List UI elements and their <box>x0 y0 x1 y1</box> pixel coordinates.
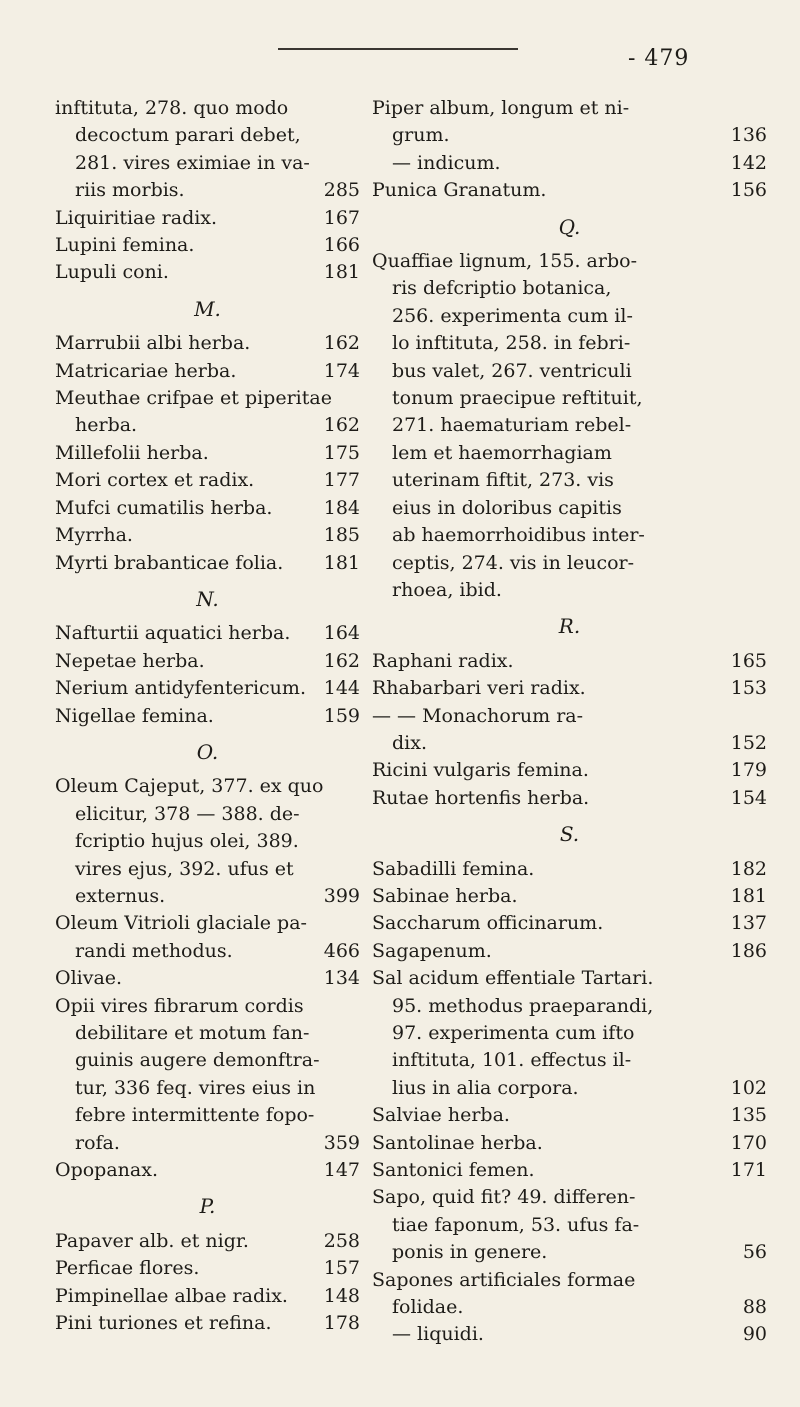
index-entry-continuation <box>372 550 767 577</box>
index-entry <box>55 910 360 937</box>
page-reference: 147 <box>323 1159 360 1182</box>
index-entry-continuation <box>55 1130 360 1157</box>
index-entry-continuation <box>372 1321 767 1348</box>
index-entry-continuation <box>55 1102 360 1129</box>
index-entry <box>55 648 360 675</box>
page-reference: 153 <box>730 677 767 700</box>
entry-text: Quaffiae lignum, 155. arbo- <box>372 250 637 273</box>
header-rule <box>278 48 518 50</box>
index-column-right <box>372 95 767 1349</box>
index-entry-continuation <box>372 122 767 149</box>
page-reference: 466 <box>323 939 360 962</box>
page-reference: 165 <box>730 649 767 672</box>
entry-text: Opopanax. <box>55 1159 158 1182</box>
index-entry <box>372 1102 767 1129</box>
entry-text: ab haemorrhoidibus inter- <box>392 524 645 547</box>
page-reference: 162 <box>323 649 360 672</box>
page-reference: 167 <box>323 206 360 229</box>
page-reference: 175 <box>323 441 360 464</box>
index-entry <box>55 1283 360 1310</box>
index-entry-continuation <box>372 993 767 1020</box>
index-entry <box>372 95 767 122</box>
entry-text: Opii vires fibrarum cordis <box>55 994 304 1017</box>
entry-text: — — Monachorum ra- <box>372 704 584 727</box>
page-reference: 135 <box>730 1104 767 1127</box>
index-entry <box>55 522 360 549</box>
entry-text: Sabinae herba. <box>372 884 518 907</box>
entry-text: Santolinae herba. <box>372 1131 543 1154</box>
index-entry <box>372 938 767 965</box>
index-entry-continuation <box>55 122 360 149</box>
entry-text: inftituta, 101. effectus il- <box>392 1049 632 1072</box>
index-entry-continuation <box>372 1239 767 1266</box>
page-reference: 178 <box>323 1312 360 1335</box>
page-reference: 142 <box>730 151 767 174</box>
index-entry <box>372 965 767 992</box>
index-entry-continuation <box>372 495 767 522</box>
section-letter: O. <box>196 739 219 764</box>
page-reference: 359 <box>323 1131 360 1154</box>
entry-text: guinis augere demonftra- <box>75 1049 320 1072</box>
entry-text: Marrubii albi herba. <box>55 332 251 355</box>
index-entry-continuation <box>55 1020 360 1047</box>
index-entry-continuation <box>55 412 360 439</box>
entry-text: Meuthae crifpae et piperitae <box>55 387 332 410</box>
index-entry <box>55 993 360 1020</box>
page-reference: 159 <box>323 704 360 727</box>
index-entry <box>372 1184 767 1211</box>
index-entry <box>372 1267 767 1294</box>
page-reference: 185 <box>323 524 360 547</box>
index-entry <box>55 232 360 259</box>
section-letter: P. <box>199 1194 216 1219</box>
entry-text: decoctum parari debet, <box>75 124 301 147</box>
page-reference: 182 <box>730 857 767 880</box>
entry-text: riis morbis. <box>75 179 185 202</box>
index-entry-continuation <box>372 1075 767 1102</box>
entry-text: febre intermittente fopo- <box>75 1104 315 1127</box>
index-entry-continuation <box>372 1020 767 1047</box>
page-reference: 157 <box>323 1257 360 1280</box>
page-reference: 56 <box>742 1241 767 1264</box>
index-entry-continuation <box>372 275 767 302</box>
entry-text: Pini turiones et refina. <box>55 1312 272 1335</box>
page-reference: 154 <box>730 786 767 809</box>
index-entry-continuation <box>55 883 360 910</box>
index-entry-continuation <box>372 1212 767 1239</box>
index-entry <box>372 675 767 702</box>
entry-text: Rutae hortenfis herba. <box>372 786 590 809</box>
page-reference: 174 <box>323 359 360 382</box>
index-entry <box>55 965 360 992</box>
entry-text: randi methodus. <box>75 939 233 962</box>
index-entry-continuation <box>55 1047 360 1074</box>
entry-text: herba. <box>75 414 138 437</box>
entry-text: Sal acidum effentiale Tartari. <box>372 967 654 990</box>
page-reference: 399 <box>323 884 360 907</box>
index-entry-continuation <box>372 440 767 467</box>
page-reference: 136 <box>730 124 767 147</box>
entry-text: Sapones artificiales formae <box>372 1268 636 1291</box>
entry-text: Mori cortex et radix. <box>55 469 255 492</box>
entry-text: Liquiritiae radix. <box>55 206 218 229</box>
index-entry <box>55 703 360 730</box>
entry-text: Sagapenum. <box>372 939 492 962</box>
index-entry <box>55 259 360 286</box>
entry-text: Ricini vulgaris femina. <box>372 759 589 782</box>
index-entry <box>55 550 360 577</box>
index-entry-continuation <box>372 577 767 604</box>
index-entry <box>55 773 360 800</box>
index-entry <box>372 648 767 675</box>
page-reference: 162 <box>323 332 360 355</box>
entry-text: Papaver alb. et nigr. <box>55 1229 249 1252</box>
entry-text: 256. experimenta cum il- <box>392 304 633 327</box>
index-entry <box>55 330 360 357</box>
index-entry-continuation <box>372 467 767 494</box>
section-letter: Q. <box>558 214 581 239</box>
index-entry <box>55 675 360 702</box>
index-entry-continuation <box>372 1294 767 1321</box>
page-reference: 144 <box>323 677 360 700</box>
page-reference: 184 <box>323 496 360 519</box>
index-entry <box>55 205 360 232</box>
entry-text: elicitur, 378 — 388. de- <box>75 802 300 825</box>
page-reference: 258 <box>323 1229 360 1252</box>
entry-text: 97. experimenta cum ifto <box>392 1022 635 1044</box>
entry-text: grum. <box>392 124 450 147</box>
entry-text: Perficae flores. <box>55 1257 200 1280</box>
index-entry-continuation <box>55 828 360 855</box>
entry-text: Sapo, quid fit? 49. differen- <box>372 1186 636 1209</box>
entry-text: rofa. <box>75 1131 120 1154</box>
page-reference: 164 <box>323 622 360 645</box>
index-entry <box>55 95 360 122</box>
page-reference: 137 <box>730 912 767 935</box>
page-reference: 148 <box>323 1284 360 1307</box>
entry-text: tiae faponum, 53. ufus fa- <box>392 1213 640 1236</box>
index-entry-continuation <box>55 856 360 883</box>
index-entry <box>372 1130 767 1157</box>
entry-text: Pimpinellae albae radix. <box>55 1284 288 1307</box>
page-reference: 152 <box>730 731 767 754</box>
index-entry <box>372 248 767 275</box>
index-entry <box>372 177 767 204</box>
index-entry-continuation <box>55 938 360 965</box>
index-entry <box>55 495 360 522</box>
index-entry-continuation <box>372 412 767 439</box>
entry-text: lius in alia corpora. <box>392 1076 579 1099</box>
section-letter: N. <box>196 586 219 611</box>
entry-text: Millefolii herba. <box>55 441 209 464</box>
entry-text: ceptis, 274. vis in leucor- <box>392 551 635 574</box>
entry-text: vires ejus, 392. ufus et <box>75 857 294 880</box>
index-entry-continuation <box>372 522 767 549</box>
entry-text: folidae. <box>392 1296 464 1319</box>
entry-text: dix. <box>392 731 427 754</box>
entry-text: — indicum. <box>392 151 501 174</box>
entry-text: Sabadilli femina. <box>372 857 535 880</box>
entry-text: Raphani radix. <box>372 649 514 672</box>
page-reference: 177 <box>323 469 360 492</box>
page-reference: 179 <box>730 759 767 782</box>
index-entry <box>55 1255 360 1282</box>
entry-text: Nafturtii aquatici herba. <box>55 622 291 645</box>
index-entry <box>372 1157 767 1184</box>
index-entry-continuation <box>372 385 767 412</box>
page-reference: 171 <box>730 1159 767 1182</box>
entry-text: eius in doloribus capitis <box>392 496 622 519</box>
page-reference: 285 <box>323 179 360 202</box>
entry-text: uterinam fiftit, 273. vis <box>392 469 614 492</box>
page-reference: 162 <box>323 414 360 437</box>
entry-text: Salviae herba. <box>372 1104 510 1127</box>
entry-text: inftituta, 278. quo modo <box>55 97 289 119</box>
entry-text: tonum praecipue reftituit, <box>392 387 643 410</box>
entry-text: lo inftituta, 258. in febri- <box>392 332 631 355</box>
page-reference: 181 <box>730 884 767 907</box>
entry-text: ponis in genere. <box>392 1241 548 1264</box>
entry-text: Piper album, longum et ni- <box>372 97 630 119</box>
index-column-left <box>55 95 360 1337</box>
entry-text: 271. haematuriam rebel- <box>392 414 632 437</box>
index-entry <box>372 883 767 910</box>
entry-text: fcriptio hujus olei, 389. <box>75 830 299 853</box>
page-reference: 186 <box>730 939 767 962</box>
entry-text: Mufci cumatilis herba. <box>55 496 273 519</box>
entry-text: 95. methodus praeparandi, <box>392 994 654 1017</box>
index-entry <box>55 358 360 385</box>
entry-text: rhoea, ibid. <box>392 578 502 601</box>
entry-text: Matricariae herba. <box>55 359 237 382</box>
page-reference: 134 <box>323 967 360 990</box>
entry-text: Nigellae femina. <box>55 704 214 727</box>
index-entry-continuation <box>372 303 767 330</box>
entry-text: Oleum Cajeput, 377. ex quo <box>55 775 324 798</box>
index-entry <box>372 703 767 730</box>
index-entry-continuation <box>372 1047 767 1074</box>
entry-text: — liquidi. <box>392 1323 484 1346</box>
section-letter: M. <box>194 296 221 321</box>
index-entry-continuation <box>372 358 767 385</box>
index-entry-continuation <box>372 730 767 757</box>
index-entry-continuation <box>55 1075 360 1102</box>
entry-text: Nepetae herba. <box>55 649 205 672</box>
entry-text: Saccharum officinarum. <box>372 912 604 935</box>
page-reference: 170 <box>730 1131 767 1154</box>
page-reference: 102 <box>730 1076 767 1099</box>
entry-text: bus valet, 267. ventriculi <box>392 359 632 382</box>
entry-text: externus. <box>75 884 166 907</box>
page-reference: 90 <box>742 1323 767 1346</box>
index-entry <box>55 385 360 412</box>
index-entry <box>55 1228 360 1255</box>
page-reference: 181 <box>323 551 360 574</box>
entry-text: Punica Granatum. <box>372 179 547 202</box>
index-entry-continuation <box>372 150 767 177</box>
entry-text: Olivae. <box>55 967 123 990</box>
entry-text: lem et haemorrhagiam <box>392 441 612 464</box>
index-entry <box>372 785 767 812</box>
index-entry <box>372 910 767 937</box>
entry-text: Oleum Vitrioli glaciale pa- <box>55 912 307 935</box>
entry-text: Myrrha. <box>55 524 133 547</box>
page-reference: 88 <box>742 1296 767 1319</box>
section-letter: R. <box>558 614 581 639</box>
index-entry <box>55 440 360 467</box>
entry-text: tur, 336 feq. vires eius in <box>75 1076 316 1099</box>
page-number: - 479 <box>628 46 690 71</box>
index-entry <box>372 856 767 883</box>
index-entry <box>372 757 767 784</box>
entry-text: Nerium antidyfentericum. <box>55 677 306 700</box>
page-reference: 166 <box>323 234 360 257</box>
index-entry-continuation <box>55 150 360 177</box>
page-reference: 156 <box>730 179 767 202</box>
entry-text: 281. vires eximiae in va- <box>75 151 310 174</box>
index-entry <box>55 620 360 647</box>
section-letter: S. <box>559 822 580 847</box>
index-entry <box>55 1157 360 1184</box>
entry-text: Santonici femen. <box>372 1159 535 1182</box>
entry-text: debilitare et motum fan- <box>75 1022 310 1044</box>
index-entry-continuation <box>372 330 767 357</box>
index-entry-continuation <box>55 801 360 828</box>
index-entry-continuation <box>55 177 360 204</box>
index-entry <box>55 467 360 494</box>
entry-text: Myrti brabanticae folia. <box>55 551 284 574</box>
entry-text: Lupuli coni. <box>55 261 169 284</box>
entry-text: Lupini femina. <box>55 234 195 257</box>
index-entry <box>55 1310 360 1337</box>
page-reference: 181 <box>323 261 360 284</box>
entry-text: ris defcriptio botanica, <box>392 277 612 300</box>
entry-text: Rhabarbari veri radix. <box>372 677 586 700</box>
